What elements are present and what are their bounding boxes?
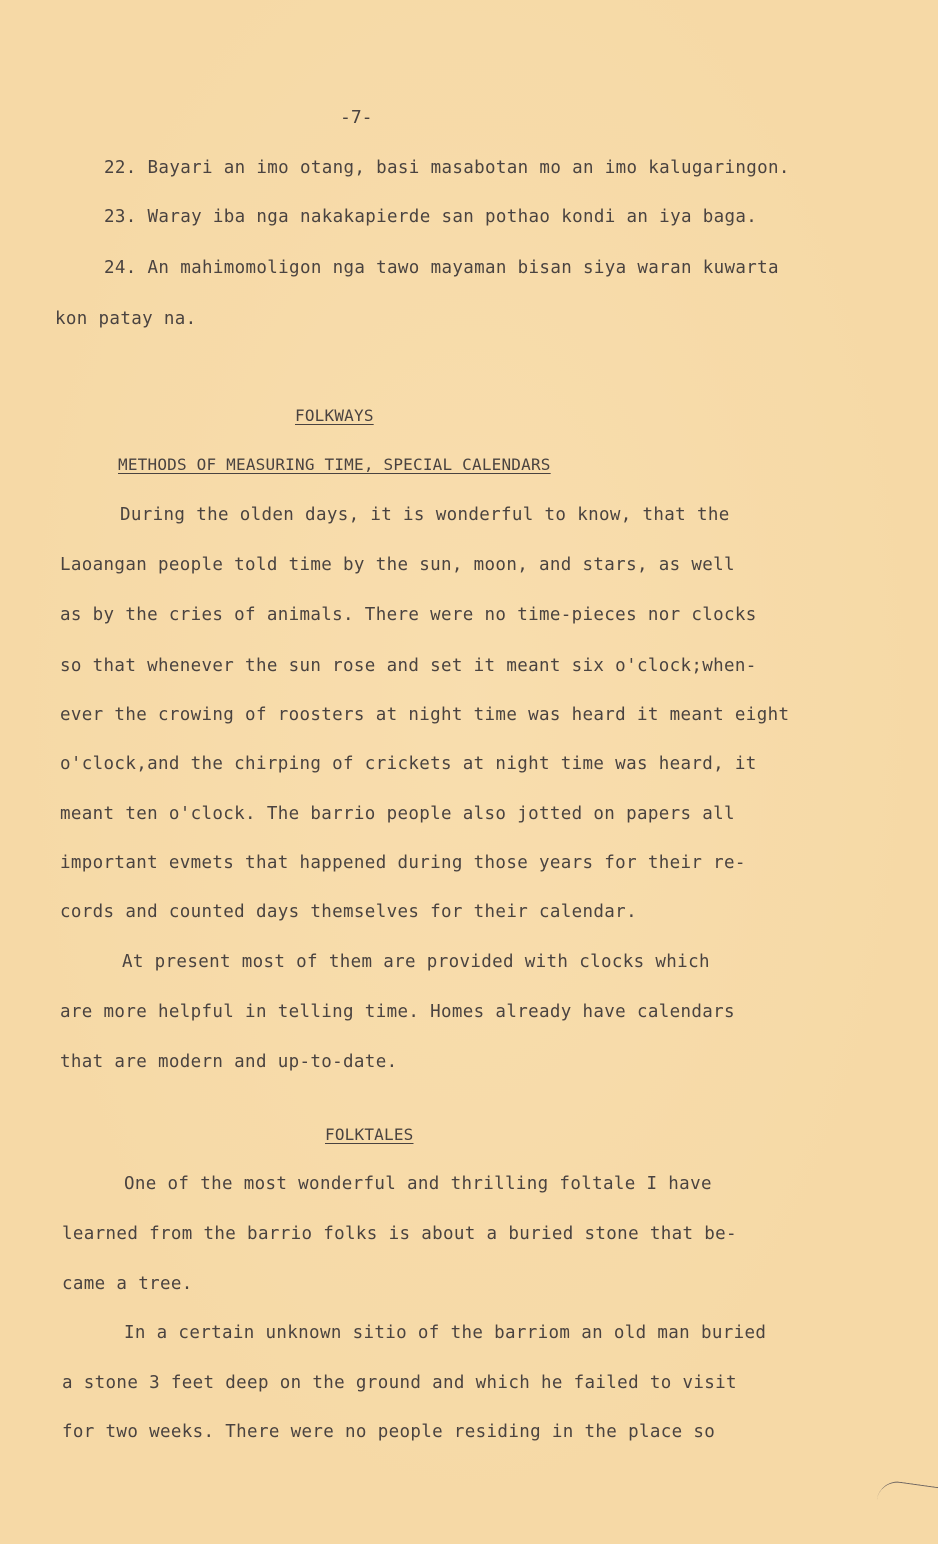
paragraph-line: Laoangan people told time by the sun, moon, and stars, as well — [60, 555, 735, 575]
paragraph-line: In a certain unknown sitio of the barriom an old man buried — [124, 1323, 767, 1343]
proverb-line: 24. An mahimomoligon nga tawo mayaman bisan siya waran kuwarta — [104, 258, 779, 278]
paragraph-line: are more helpful in telling time. Homes already have calendars — [60, 1002, 735, 1022]
paragraph-line: During the olden days, it is wonderful to know, that the — [120, 505, 730, 525]
paragraph-line: ever the crowing of roosters at night time was heard it meant eight — [60, 705, 790, 725]
paragraph-line: o'clock,and the chirping of crickets at night time was heard, it — [60, 754, 757, 774]
proverb-line: 22. Bayari an imo otang, basi masabotan mo an imo kalugaringon. — [104, 158, 790, 178]
paragraph-line: as by the cries of animals. There were no time-pieces nor clocks — [60, 605, 757, 625]
section-title-folkways: FOLKWAYS — [295, 406, 374, 425]
pen-stroke-mark — [877, 1479, 938, 1508]
paragraph-line: important evmets that happened during those years for their re- — [60, 853, 746, 873]
proverb-line: kon patay na. — [55, 309, 197, 329]
paragraph-line: One of the most wonderful and thrilling foltale I have — [124, 1174, 712, 1194]
paragraph-line: a stone 3 feet deep on the ground and which he failed to visit — [62, 1373, 737, 1393]
paragraph-line: that are modern and up-to-date. — [60, 1052, 398, 1072]
paragraph-line: learned from the barrio folks is about a buried stone that be- — [62, 1224, 737, 1244]
section-title-folktales: FOLKTALES — [325, 1125, 414, 1144]
section-subtitle: METHODS OF MEASURING TIME, SPECIAL CALENDARS — [118, 455, 551, 474]
paragraph-line: so that whenever the sun rose and set it meant six o'clock;when- — [60, 656, 757, 676]
paragraph-line: cords and counted days themselves for their calendar. — [60, 902, 637, 922]
proverb-line: 23. Waray iba nga nakakapierde san pothao kondi an iya baga. — [104, 207, 758, 227]
paragraph-line: At present most of them are provided with clocks which — [122, 952, 710, 972]
paragraph-line: meant ten o'clock. The barrio people also jotted on papers all — [60, 804, 735, 824]
page-number: -7- — [340, 107, 373, 128]
paragraph-line: for two weeks. There were no people residing in the place so — [62, 1422, 716, 1442]
paragraph-line: came a tree. — [62, 1274, 193, 1294]
